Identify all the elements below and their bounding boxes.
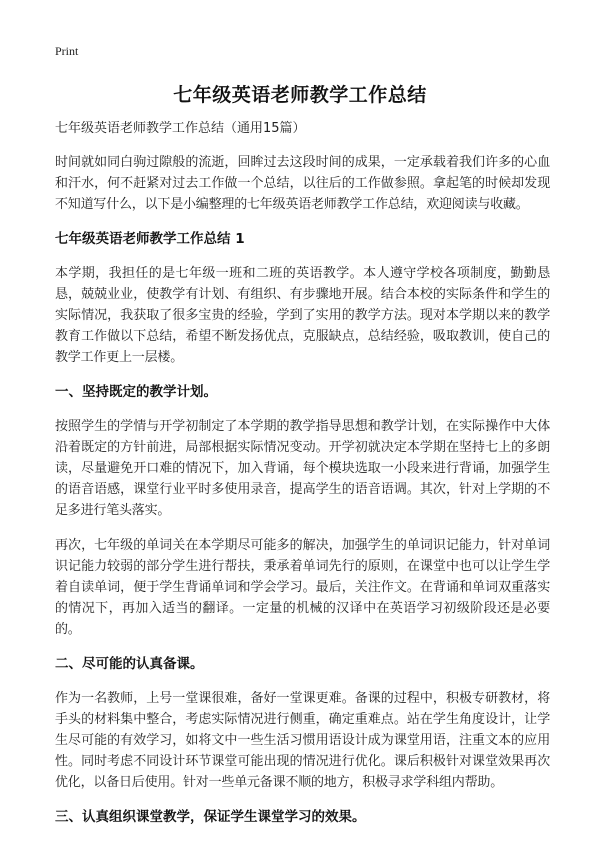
section-3-heading: 三、认真组织课堂教学，保证学生课堂学习的效果。 [55,809,366,825]
print-link[interactable]: Print [55,44,79,58]
article-intro-paragraph: 本学期，我担任的是七年级一班和二班的英语教学。本人遵守学校各项制度，勤勤恳恳，兢兢业业，使教学有计划、有组织、有步骤地开展。结合本校的实际条件和学生的实际情况，我获取了很多宝贵的经验，学到了实用的教学方法。现对本学期以来的教学教育工作做以下总结，希望不断发扬优点，克服缺点，总结经验，吸取教训，使自己的教学工作更上一层楼。 [55,266,550,365]
section-1-paragraph-1: 按照学生的学情与开学初制定了本学期的教学指导思想和教学计划，在实际操作中大体沿着既定的方针前进，局部根据实际情况变动。开学初就决定本学期在坚持七上的多朗读，尽量避免开口难的情况下，加入背诵，每个模块选取一小段来进行背诵，加强学生的语音语感，课堂行业平时多使用录音，提高学生的语音语调。其次，针对上学期的不足多进行笔头落实。 [55,419,550,518]
section-2-heading: 二、尽可能的认真备课。 [55,656,204,672]
section-1-paragraph-2: 再次，七年级的单词关在本学期尽可能多的解决，加强学生的单词识记能力，针对单词识记能力较弱的部分学生进行帮扶，秉承着单词先行的原则，在课堂中也可以让学生学着自读单词，便于学生背诵单词和学会学习。最后，关注作文。在背诵和单词双重落实的情况下，再加入适当的翻译。一定量的机械的汉译中在英语学习初级阶段还是必要的。 [55,538,550,637]
section-2-paragraph: 作为一名教师，上号一堂课很难，备好一堂课更难。备课的过程中，积极专研教材，将手头的材料集中整合，考虑实际情况进行侧重，确定重难点。站在学生角度设计，让学生尽可能的有效学习，如将文中一些生活习惯用语设计成为课堂用语，注重文本的应用性。同时考虑不同设计环节课堂可能出现的情况进行优化。课后积极针对课堂效果再次优化，以备日后使用。针对一些单元备课不顺的地方，积极寻求学科组内帮助。 [55,691,550,790]
page-title: 七年级英语老师教学工作总结 [173,84,427,106]
intro-paragraph: 时间就如同白驹过隙般的流逝，回眸过去这段时间的成果，一定承载着我们许多的心血和汗水，何不赶紧对过去工作做一个总结，以往后的工作做参照。拿起笔的时候却发现不知道写什么，以下是小编整理的七年级英语老师教学工作总结，欢迎阅读与收藏。 [55,155,550,212]
article-heading: 七年级英语老师教学工作总结 1 [55,231,245,247]
article-subtitle: 七年级英语老师教学工作总结（通用15篇） [55,121,306,136]
section-1-heading: 一、坚持既定的教学计划。 [55,384,217,400]
article-body [55,120,550,841]
